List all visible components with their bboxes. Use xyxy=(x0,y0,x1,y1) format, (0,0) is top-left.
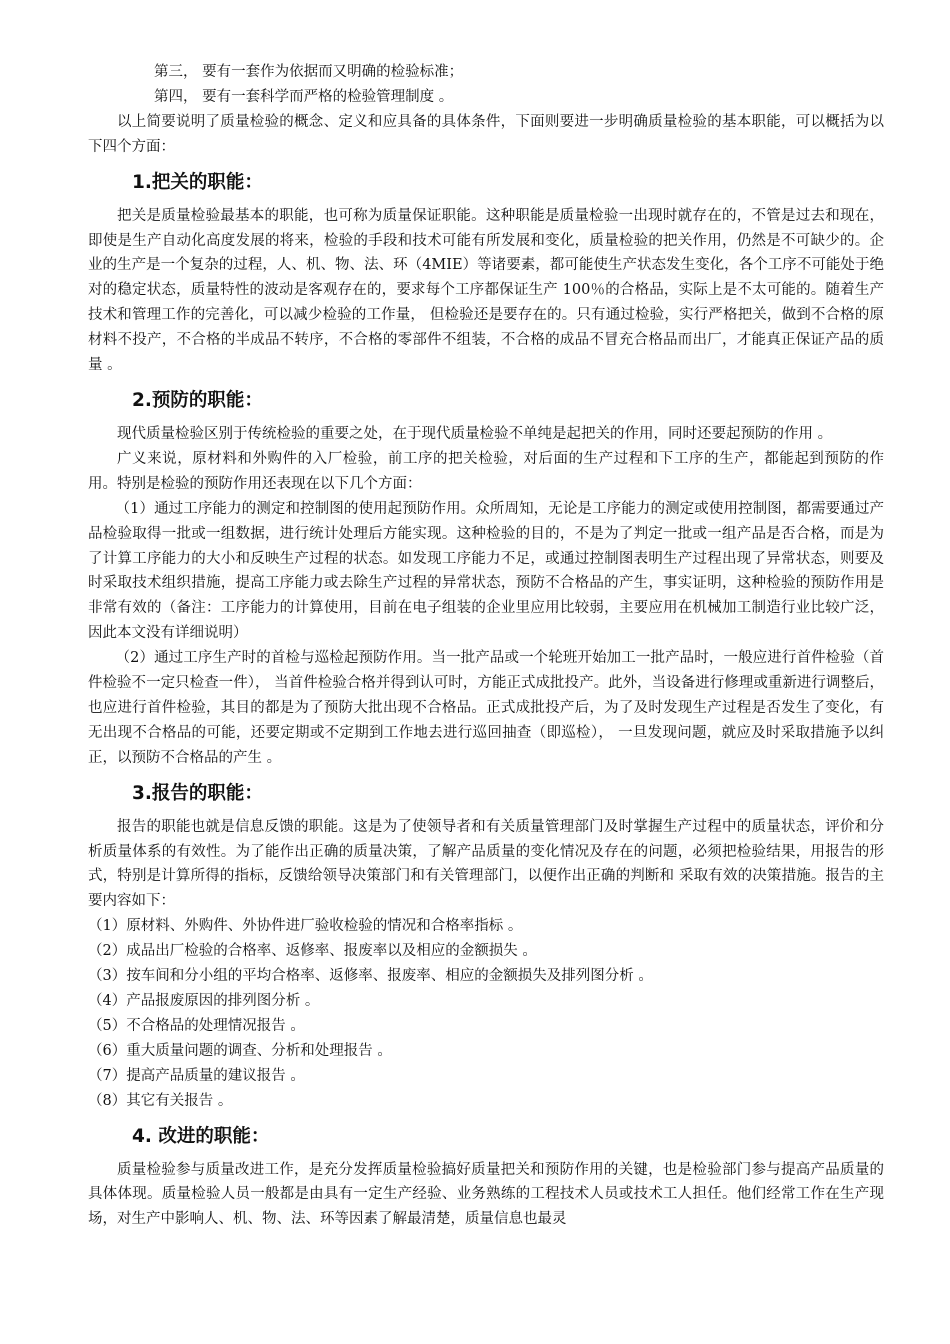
report-list-item: （7）提高产品质量的建议报告 。 xyxy=(88,1067,305,1084)
section-2-paragraph-1: 现代质量检验区别于传统检验的重要之处，在于现代质量检验不单纯是起把关的作用，同时还要起预防的作用 。 xyxy=(117,425,833,442)
intro-item-3: 第三， 要有一套作为依据而又明确的检验标准； xyxy=(154,64,464,80)
intro-summary: 以上简要说明了质量检验的概念、定义和应具备的具体条件，下面则要进一步明确质量检验的基本职能，可以概括为以下四个方面： xyxy=(88,113,884,155)
section-3-heading: 3.报告的职能： xyxy=(132,782,263,804)
document-page xyxy=(88,60,884,1232)
intro-item-4: 第四， 要有一套科学而严格的检验管理制度 。 xyxy=(154,88,454,105)
report-list-item: （5）不合格品的处理情况报告 。 xyxy=(88,1017,305,1034)
section-4-paragraph: 质量检验参与质量改进工作，是充分发挥质量检验搞好质量把关和预防作用的关键，也是检验部门参与提高产品质量的具体体现。质量检验人员一般都是由具有一定生产经验、业务熟练的工程技术人员或技术工人担任。他们经常工作在生产现场，对生产中影响人、机、物、法、环等因素了解最清楚，质量信息也最灵 xyxy=(88,1161,884,1228)
section-1-paragraph: 把关是质量检验最基本的职能，也可称为质量保证职能。这种职能是质量检验一出现时就存在的，不管是过去和现在，即使是生产自动化高度发展的将来，检验的手段和技术可能有所发展和变化，质量检验的把关作用，仍然是不可缺少的。企业的生产是一个复杂的过程，人、机、物、法、环（4MIE）等诸要素，都可能使生产状态发生变化，各个工序不可能处于绝对的稳定状态，质量特性的波动是客观存在的，要求每个工序都保证生产 100％的合格品，实际上是不太可能的。随着生产技术和管理工作的完善化，可以减少检验的工作量， 但检验还是要存在的。只有通过检验，实行严格把关，做到不合格的原材料不投产，不合格的半成品不转序，不合格的零部件不组装，不合格的成品不冒充合格品而出厂，才能真正保证产品的质量 。 xyxy=(88,207,884,374)
section-2-paragraph-3: （1）通过工序能力的测定和控制图的使用起预防作用。众所周知，无论是工序能力的测定或使用控制图，都需要通过产品检验取得一批或一组数据，进行统计处理后方能实现。这种检验的目的，不是为了判定一批或一组产品是否合格，而是为了计算工序能力的大小和反映生产过程的状态。如发现工序能力不足，或通过控制图表明生产过程出现了异常状态，则要及时采取技术组织措施，提高工序能力或去除生产过程的异常状态，预防不合格品的产生，事实证明，这种检验的预防作用是非常有效的（备注：工序能力的计算使用，目前在电子组装的企业里应用比较弱，主要应用在机械加工制造行业比较广泛，因此本文没有详细说明） xyxy=(88,500,884,642)
section-1-heading: 1.把关的职能： xyxy=(132,171,263,193)
section-4-heading: 4. 改进的职能： xyxy=(132,1125,270,1147)
report-list-item: （2）成品出厂检验的合格率、返修率、报废率以及相应的金额损失 。 xyxy=(88,943,537,960)
section-2-heading: 2.预防的职能： xyxy=(132,389,263,411)
report-list-item: （8）其它有关报告 。 xyxy=(88,1092,233,1109)
report-list-item: （6）重大质量问题的调查、分析和处理报告 。 xyxy=(88,1042,392,1059)
report-list-item: （3）按车间和分小组的平均合格率、返修率、报废率、相应的金额损失及排列图分析 。 xyxy=(88,968,653,985)
section-3-paragraph: 报告的职能也就是信息反馈的职能。这是为了使领导者和有关质量管理部门及时掌握生产过程中的质量状态，评价和分析质量体系的有效性。为了能作出正确的质量决策，了解产品质量的变化情况及存在的问题，必须把检验结果，用报告的形式，特别是计算所得的指标，反馈给领导决策部门和有关管理部门，以便作出正确的判断和 采取有效的决策措施。报告的主要内容如下： xyxy=(88,818,884,910)
report-list-item: （4）产品报废原因的排列图分析 。 xyxy=(88,993,320,1009)
section-2-paragraph-4: （2）通过工序生产时的首检与巡检起预防作用。当一批产品或一个轮班开始加工一批产品时，一般应进行首件检验（首件检验不一定只检查一件）， 当首件检验合格并得到认可时，方能正式成批投产。此外，当设备进行修理或重新进行调整后，也应进行首件检验，其目的都是为了预防大批出现不合格品。正式成批投产后，为了及时发现生产过程是否发生了变化，有无出现不合格品的可能，还要定期或不定期到工作地去进行巡回抽查（即巡检）， 一旦发现问题，就应及时采取措施予以纠正，以预防不合格品的产生 。 xyxy=(88,650,884,766)
section-2-paragraph-2: 广义来说，原材料和外购件的入厂检验，前工序的把关检验，对后面的生产过程和下工序的生产，都能起到预防的作用。特别是检验的预防作用还表现在以下几个方面： xyxy=(88,450,884,492)
report-list-item: （1）原材料、外购件、外协件进厂验收检验的情况和合格率指标 。 xyxy=(88,918,523,935)
